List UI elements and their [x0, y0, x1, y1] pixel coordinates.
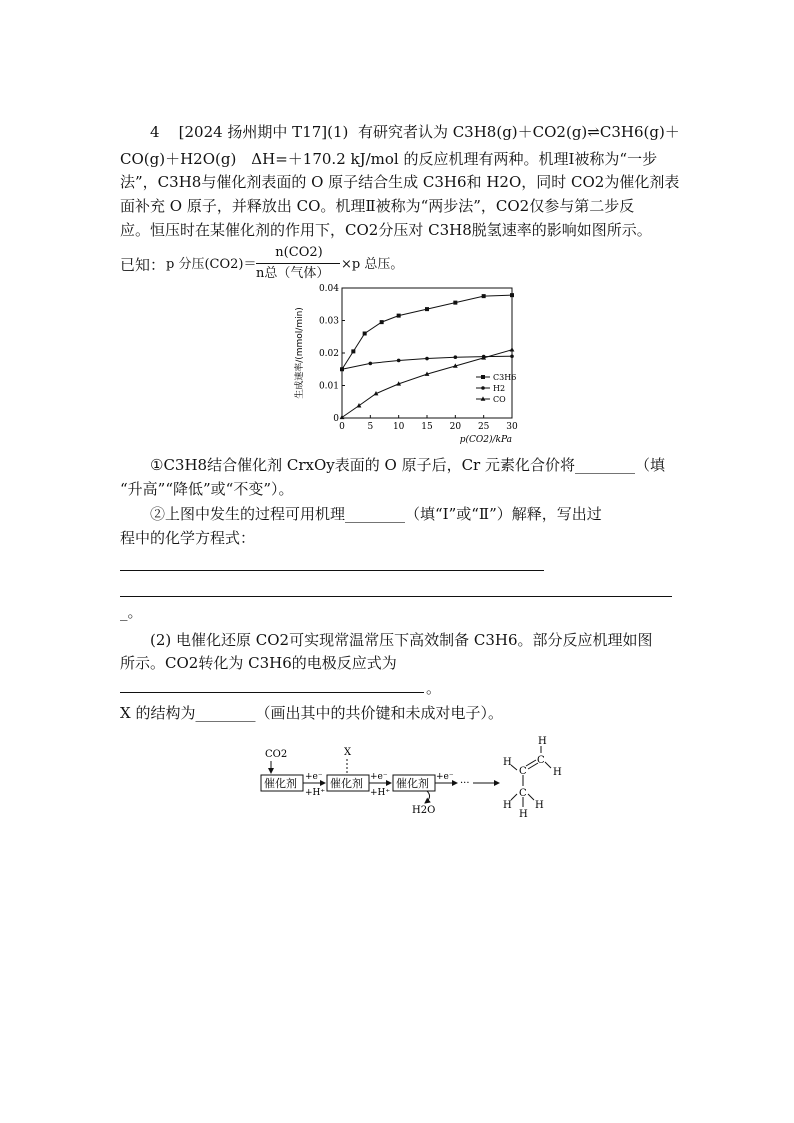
known-denominator: n总（气体） [256, 266, 330, 281]
question-intro-1: 有研究者认为 C3H8(g)＋CO2(g)⇌C3H6(g)＋ [357, 123, 680, 141]
step3-plus-e: +e⁻ [436, 772, 454, 782]
propene-structure [503, 736, 562, 820]
atom-c-2: C [519, 766, 527, 777]
step1-plus-e: +e⁻ [305, 772, 323, 782]
known-numerator: n(CO2) [275, 245, 323, 260]
part2-line-b: 所示。CO2转化为 C3H6的电极反应式为 [120, 654, 397, 672]
part2-end: 。 [426, 679, 442, 697]
dots: ··· [460, 778, 470, 789]
answer-line-2[interactable] [120, 596, 672, 597]
known-formula-left: p 分压(CO2)＝ [166, 257, 257, 272]
answer-line-3[interactable] [120, 692, 424, 693]
y-tick-label: 0.03 [318, 316, 339, 327]
data-point-c3h6 [453, 301, 457, 305]
data-point-c3h6 [363, 332, 367, 336]
data-point-c3h6 [397, 314, 401, 318]
y-tick-label: 0.04 [318, 284, 339, 294]
data-point-h2 [369, 362, 373, 366]
step1-plus-h: +H⁺ [305, 788, 326, 798]
question-intro-2: CO(g)＋H2O(g) ΔH=＋170.2 kJ/mol 的反应机理有两种。机理Ⅰ被称为“一步 [120, 150, 658, 168]
legend-marker-h2 [481, 386, 485, 390]
h2o-label: H2O [412, 805, 436, 816]
q2-line-a: ②上图中发生的过程可用机理________（填“Ⅰ”或“Ⅱ”）解释，写出过 [150, 505, 602, 523]
part2-line-a: (2) 电催化还原 CO2可实现常温常压下高效制备 C3H6。部分反应机理如图 [150, 631, 653, 649]
question-intro-4: 面补充 O 原子，并释放出 CO。机理Ⅱ被称为“两步法”，CO2仅参与第二步反 [120, 197, 635, 215]
data-point-co [510, 347, 515, 351]
catalyst-label-1: 催化剂 [264, 777, 297, 790]
q1-line-a: ①C3H8结合催化剂 CrxOy表面的 O 原子后，Cr 元素化合价将________（填 [150, 456, 665, 474]
question-source: [2024 扬州期中 T17](1) [178, 123, 349, 141]
data-point-co [357, 403, 362, 407]
data-point-h2 [510, 354, 514, 358]
x-tick-label: 25 [477, 422, 490, 432]
rate-chart [290, 280, 530, 448]
data-point-c3h6 [482, 294, 486, 298]
question-line-1 [150, 122, 680, 142]
atom-c-1: C [537, 755, 545, 766]
legend-label-h2: H2 [493, 384, 506, 393]
q2-line-b: 程中的化学方程式： [120, 529, 256, 547]
answer-line-1[interactable] [120, 570, 544, 571]
atom-h-bl: H [503, 800, 512, 811]
atom-h-left: H [503, 757, 512, 768]
atom-h-top: H [538, 736, 547, 747]
data-point-c3h6 [510, 293, 514, 297]
question-number: 4 [150, 123, 160, 141]
atom-h-bottom: H [519, 809, 528, 820]
mechanism-diagram [255, 735, 575, 825]
question-intro-3: 法”，C3H8与催化剂表面的 O 原子结合生成 C3H6和 H2O，同时 CO2为催化剂表 [120, 173, 680, 191]
x-tick-label: 15 [421, 422, 433, 432]
data-point-c3h6 [380, 320, 384, 324]
part2-line-c: X 的结构为________（画出其中的共价键和未成对电子）。 [120, 704, 503, 722]
data-point-h2 [454, 355, 458, 359]
q1-line-b: “升高”“降低”或“不变”）。 [120, 480, 294, 498]
data-point-c3h6 [425, 307, 429, 311]
catalyst-label-3: 催化剂 [396, 777, 429, 790]
x-tick-label: 20 [449, 422, 462, 432]
legend-label-c3h6: C3H6 [493, 373, 517, 382]
data-point-c3h6 [351, 349, 355, 353]
data-point-h2 [425, 357, 429, 361]
step2-plus-e: +e⁻ [370, 772, 388, 782]
y-tick-label: 0.01 [318, 381, 339, 392]
legend-marker-c3h6 [481, 375, 485, 379]
data-point-h2 [397, 359, 401, 363]
atom-c-3: C [519, 788, 527, 799]
question-intro-5: 应。恒压时在某催化剂的作用下，CO2分压对 C3H8脱氢速率的影响如图所示。 [120, 221, 652, 239]
legend-label-co: CO [493, 395, 506, 404]
x-axis-label: p(CO2)/kPa [459, 435, 512, 445]
x-tick-label: 30 [506, 422, 518, 432]
atom-h-br: H [535, 800, 544, 811]
y-axis-label: 生成速率/(mmol/min) [295, 307, 305, 399]
x-label: X [344, 747, 352, 758]
y-tick-label: 0.02 [318, 349, 339, 359]
known-formula-right: ×p 总压。 [341, 257, 404, 272]
atom-h-right: H [553, 767, 562, 778]
x-tick-label: 10 [392, 422, 405, 432]
h2o-arrow [425, 791, 430, 803]
answer-line-end: _。 [120, 603, 143, 621]
step2-plus-h: +H⁺ [370, 788, 391, 798]
y-tick-label: 0 [333, 414, 339, 424]
x-tick-label: 0 [339, 422, 345, 432]
data-point-h2 [340, 367, 344, 371]
x-tick-label: 5 [367, 422, 374, 432]
co2-label: CO2 [265, 749, 288, 760]
data-point-co [340, 415, 345, 419]
catalyst-label-2: 催化剂 [330, 777, 363, 790]
known-prefix: 已知： [120, 256, 166, 274]
